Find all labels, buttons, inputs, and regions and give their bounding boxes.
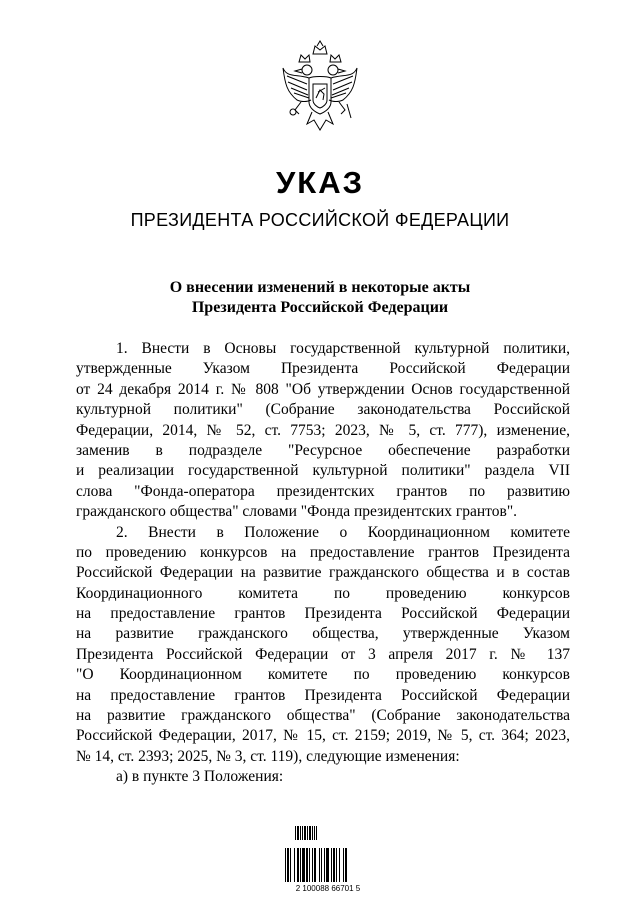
issuer-subtitle: ПРЕЗИДЕНТА РОССИЙСКОЙ ФЕДЕРАЦИИ bbox=[130, 210, 510, 230]
paragraph-1-line: культурной политики" (Собрание законодательства Российской bbox=[76, 401, 570, 419]
paragraph-2-line: на предоставление грантов Президента Российской Федерации bbox=[76, 605, 570, 623]
document-title: УКАЗ bbox=[275, 165, 364, 200]
barcode-number: 2 100088 66701 5 bbox=[295, 884, 361, 893]
barcode-bar bbox=[345, 848, 347, 882]
barcode-bar bbox=[312, 848, 313, 882]
barcode-bar bbox=[319, 848, 320, 882]
paragraph-1-line: и реализации государственной культурной политики" раздела VII bbox=[76, 462, 570, 480]
barcode-bar bbox=[287, 848, 289, 882]
paragraph-2-line: Российской Федерации на развитие гражданского общества и в состав bbox=[76, 564, 570, 582]
barcode-bar bbox=[285, 848, 286, 882]
barcode-bar bbox=[321, 848, 322, 882]
barcode-bar bbox=[336, 848, 337, 882]
barcode-bar bbox=[333, 848, 335, 882]
paragraph-2-line: Российской Федерации, 2017, № 15, ст. 2159; 2019, № 5, ст. 364; 2023, bbox=[76, 727, 570, 745]
decree-body bbox=[76, 339, 570, 788]
paragraph-2-line: 2. Внести в Положение о Координационном комитете bbox=[116, 523, 570, 541]
barcode bbox=[283, 826, 373, 898]
barcode-bar bbox=[306, 848, 308, 882]
barcode-bar bbox=[326, 848, 329, 882]
decree-heading bbox=[0, 278, 640, 318]
paragraph-2-line: Координационного комитета по проведению конкурсов bbox=[76, 584, 570, 602]
paragraph-2-line: Президента Российской Федерации от 3 апреля 2017 г. № 137 bbox=[76, 645, 570, 663]
barcode-icon bbox=[283, 848, 373, 882]
barcode-bar bbox=[297, 848, 299, 882]
paragraph-1-line: гражданского общества" словами "Фонда президентских грантов". bbox=[76, 503, 518, 521]
barcode-bar bbox=[294, 848, 295, 882]
paragraph-2-line: № 14, ст. 2393; 2025, № 3, ст. 119), следующие изменения: bbox=[76, 747, 460, 765]
barcode-bar bbox=[331, 848, 332, 882]
paragraph-1-line: утвержденные Указом Президента Российской Федерации bbox=[76, 360, 570, 378]
paragraph-1-line: Федерации, 2014, № 52, ст. 7753; 2023, № 5, ст. 777), изменение, bbox=[76, 421, 570, 439]
paragraph-1-line: 1. Внести в Основы государственной культурной политики, bbox=[116, 340, 570, 357]
paragraph-1-line: слова "Фонда-оператора президентских грантов по развитию bbox=[76, 482, 570, 500]
paragraph-2-line: на развитие гражданского общества, утвержденные Указом bbox=[76, 625, 570, 643]
barcode-bar bbox=[302, 848, 305, 882]
paragraph-1-line: от 24 декабря 2014 г. № 808 "Об утверждении Основ государственной bbox=[76, 380, 570, 398]
paragraph-2-line: "О Координационном комитете по проведению конкурсов bbox=[76, 666, 570, 684]
barcode-bar bbox=[339, 848, 340, 882]
paragraph-2-line: по проведению конкурсов на предоставление грантов Президента bbox=[76, 543, 570, 561]
barcode-bar bbox=[300, 848, 301, 882]
barcode-bar bbox=[290, 848, 291, 882]
barcode-bar bbox=[314, 848, 316, 882]
subitem-a-line: а) в пункте 3 Положения: bbox=[116, 768, 284, 786]
russian-coat-of-arms-icon bbox=[279, 40, 361, 140]
heading-line: О внесении изменений в некоторые акты bbox=[169, 279, 471, 296]
small-barcode-icon bbox=[295, 826, 317, 840]
heading-line: Президента Российской Федерации bbox=[191, 299, 449, 316]
barcode-bar bbox=[324, 848, 325, 882]
paragraph-2-line: на развитие гражданского общества" (Собрание законодательства bbox=[76, 707, 570, 725]
paragraph-1-line: заменив в подразделе "Ресурсное обеспечение разработки bbox=[76, 441, 570, 459]
barcode-bar bbox=[309, 848, 310, 882]
paragraph-2-line: на предоставление грантов Президента Российской Федерации bbox=[76, 686, 570, 704]
barcode-bar bbox=[343, 848, 344, 882]
